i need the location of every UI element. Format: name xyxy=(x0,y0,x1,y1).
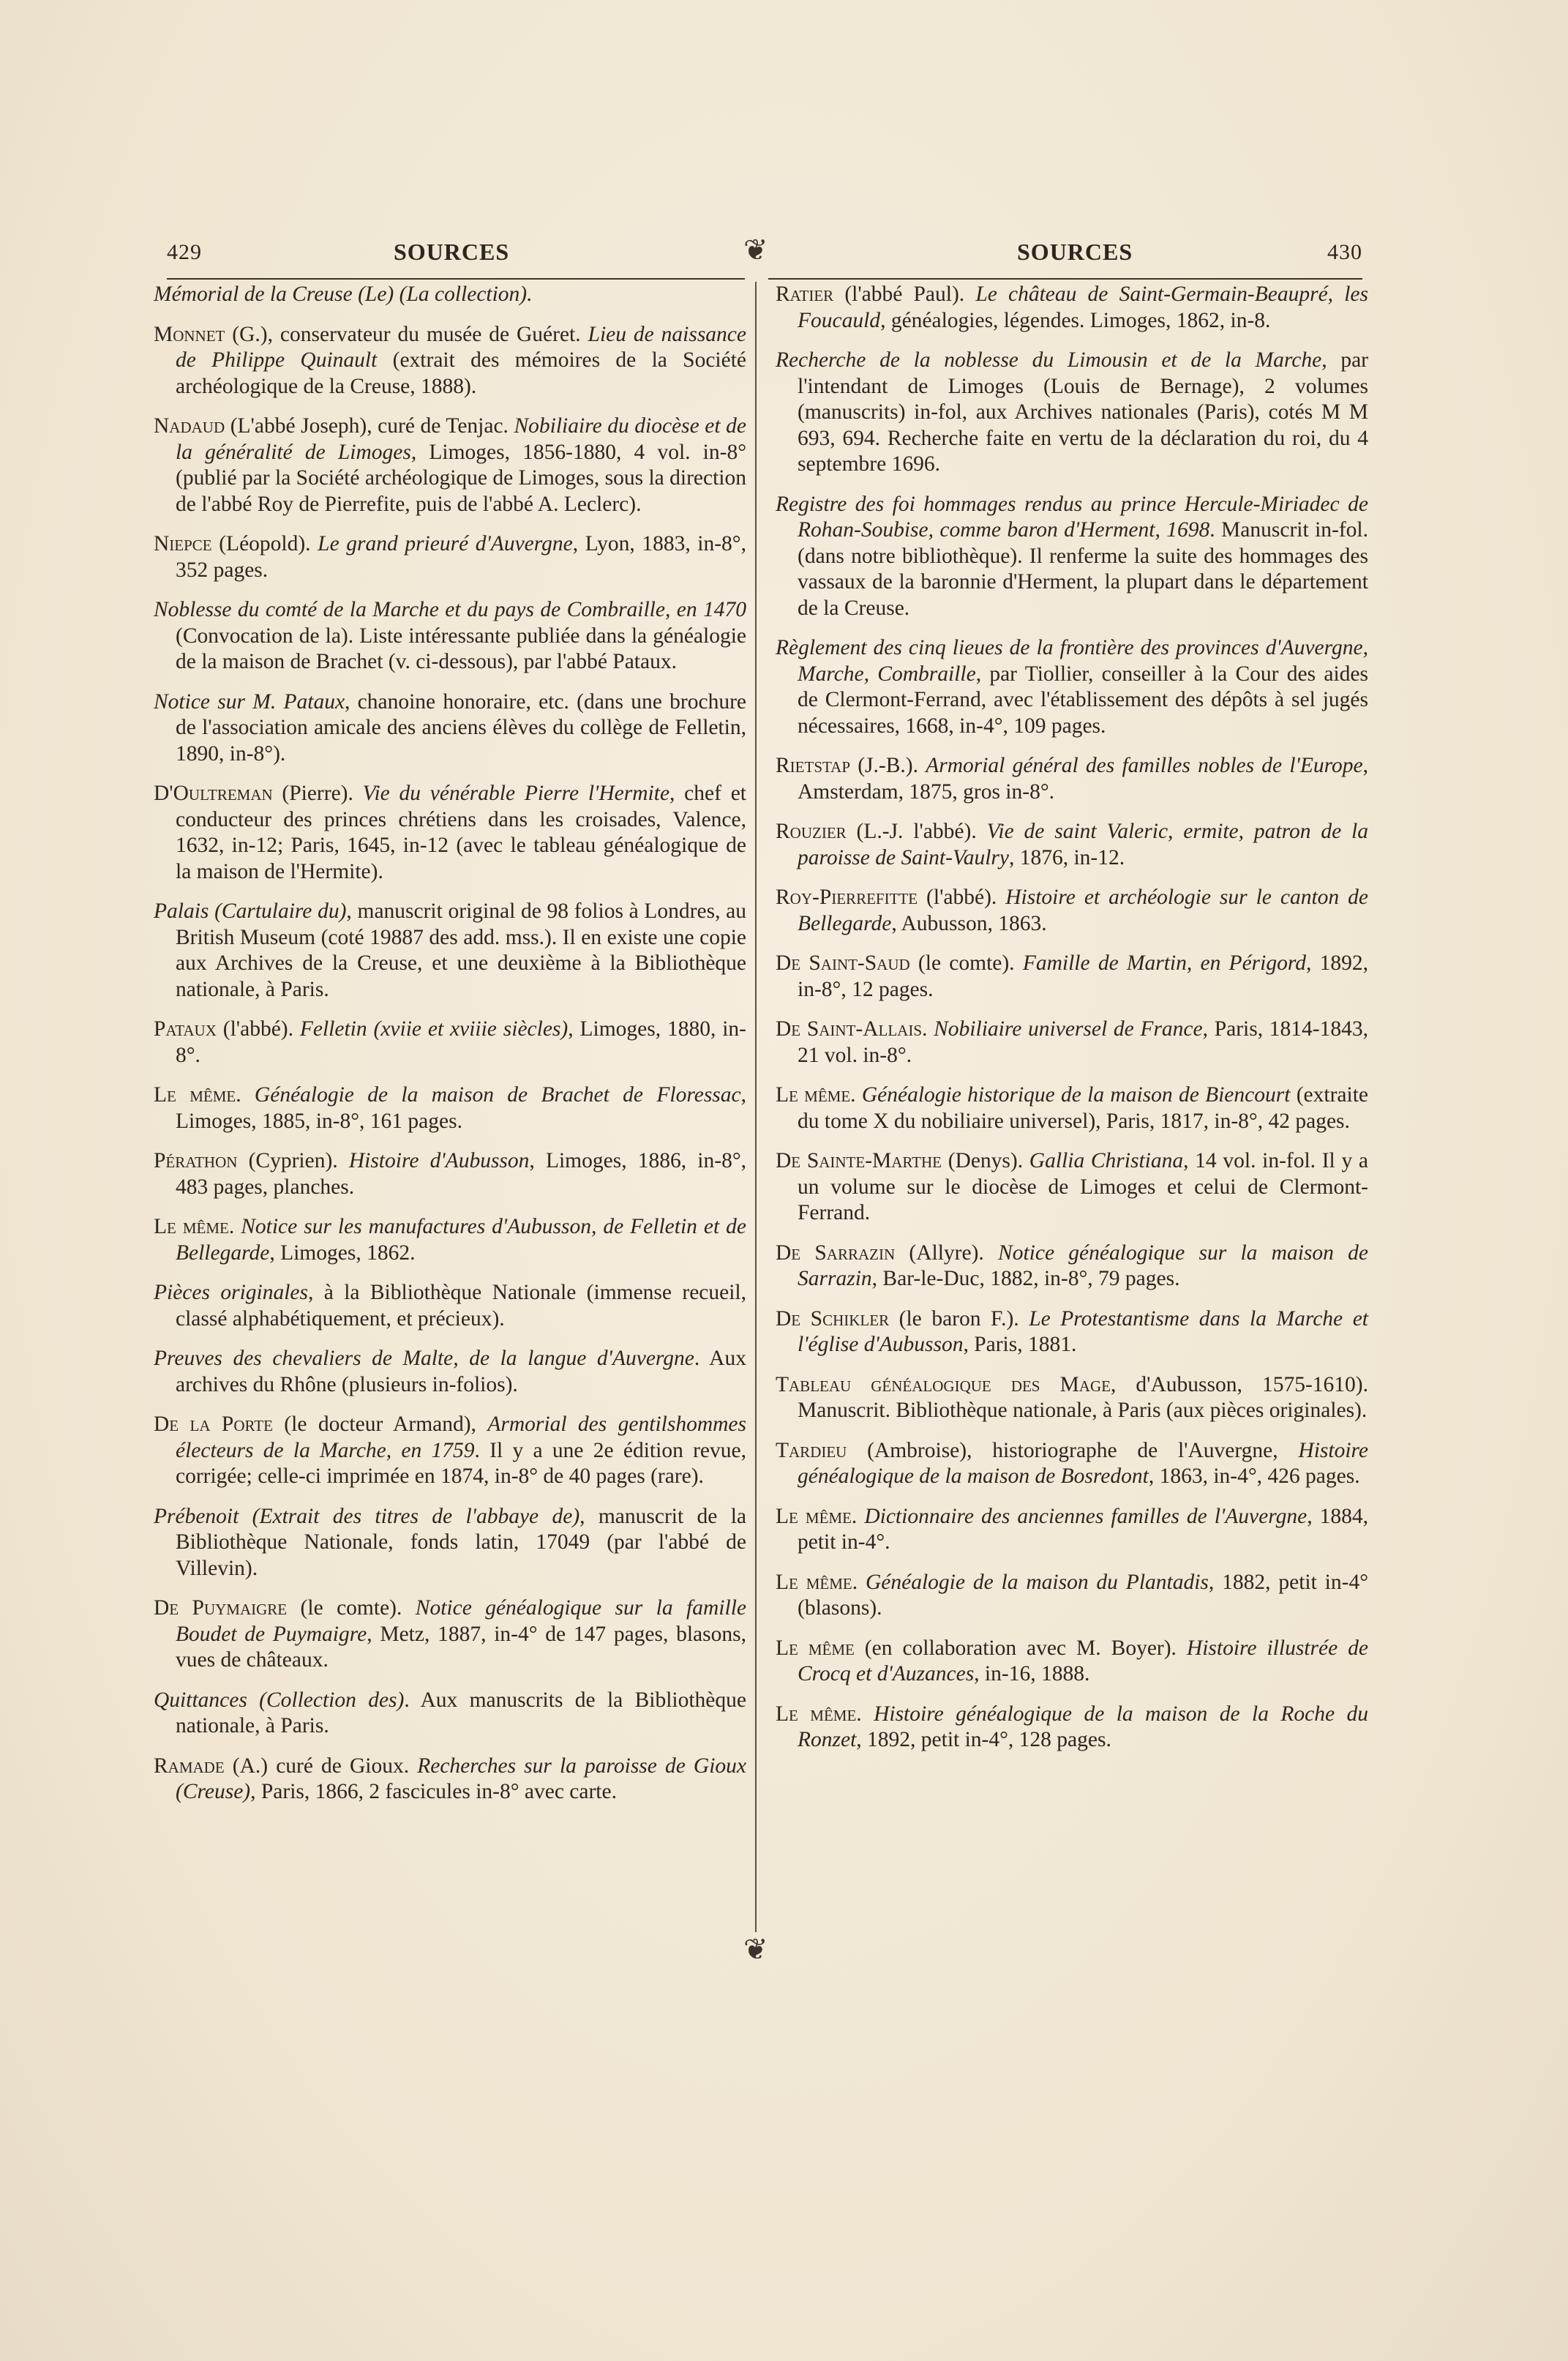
entry-details: , chanoine honoraire, etc. (dans une brochure de l'association amicale des anciens élèves du collège de Felletin, 1890, in-8°). xyxy=(176,689,746,766)
bibliography-entry xyxy=(154,1280,746,1332)
entry-title: Famille de Martin, en Périgord xyxy=(1022,951,1306,975)
left-column xyxy=(154,282,746,1819)
entry-author: De Saint-Allais xyxy=(776,1017,923,1041)
bibliography-entry xyxy=(154,1346,746,1398)
entry-details: . Il y a une 2e édition revue, corrigée; celle-ci imprimée en 1874, in-8° de 40 pages (rare). xyxy=(176,1438,746,1488)
entry-author: Roy-Pierrefitte xyxy=(776,886,918,909)
right-head-title: SOURCES xyxy=(1017,239,1133,265)
entry-details: , Paris, 1814-1843, 21 vol. in-8°. xyxy=(798,1017,1369,1067)
entry-details: . Manuscrit in-fol. (dans notre bibliothèque). Il renferme la suite des hommages des vassaux de la baronnie d'Herment, la plupart dans le département de la Creuse. xyxy=(798,518,1369,620)
entry-text: (l'abbé Paul). xyxy=(833,283,976,306)
entry-text: . xyxy=(236,1083,255,1107)
entry-text: (le docteur Armand), xyxy=(272,1413,488,1436)
entry-title: Armorial des gentilshommes électeurs de la Marche, en 1759 xyxy=(176,1413,746,1462)
entry-title: Nobiliaire universel de France xyxy=(934,1017,1203,1041)
entry-text: (le comte). xyxy=(909,951,1023,975)
bibliography-entry xyxy=(154,1754,746,1806)
entry-details: , 1892, in-8°, 12 pages. xyxy=(798,951,1368,1001)
entry-author: De Sainte-Marthe xyxy=(776,1149,942,1172)
bibliography-entry xyxy=(776,1636,1368,1688)
entry-text: (Cyprien). xyxy=(237,1149,349,1172)
entry-title: Le grand prieuré d'Auvergne xyxy=(318,532,573,555)
entry-details: , 1892, petit in-4°, 128 pages. xyxy=(856,1728,1111,1751)
bibliography-entry xyxy=(776,1082,1368,1134)
entry-title: Histoire illustrée de Crocq et d'Auzances xyxy=(798,1636,1368,1685)
entry-details: , Limoges, 1880, in-8°. xyxy=(176,1017,746,1067)
entry-details: (extraite du tome X du nobiliaire universel), Paris, 1817, in-8°, 42 pages. xyxy=(798,1083,1368,1133)
entry-title: Lieu de naissance de Philippe Quinault xyxy=(176,322,746,372)
entry-author: Le même xyxy=(776,1636,855,1660)
entry-author: De Schikler xyxy=(776,1306,890,1331)
fleuron-top-icon: ❦ xyxy=(743,233,768,266)
entry-text: (en collaboration avec M. Boyer). xyxy=(854,1636,1187,1660)
bibliography-entry xyxy=(776,282,1368,334)
entry-text: (L.-J. l'abbé). xyxy=(846,820,987,843)
entry-text: (l'abbé). xyxy=(216,1017,300,1041)
bibliography-entry xyxy=(154,1148,746,1200)
entry-details: , chef et conducteur des princes chrétiens dans les croisades, Valence, 1632, in-12; Paris, 1645, in-12 (avec le tableau généalogique de la maison de l'Hermite). xyxy=(176,782,746,883)
bibliography-entry xyxy=(776,635,1368,739)
entry-text: (le comte). xyxy=(287,1596,416,1620)
entry-author: D'Oultreman xyxy=(154,782,273,805)
bibliography-entry xyxy=(154,1504,746,1582)
bibliography-entry xyxy=(154,282,746,308)
entry-author: Le même xyxy=(154,1083,236,1107)
bibliography-entry xyxy=(154,1214,746,1266)
entry-text: (Ambroise), historiographe de l'Auvergne, xyxy=(847,1438,1299,1462)
bibliography-entry xyxy=(776,885,1368,937)
entry-text: . xyxy=(851,1504,865,1528)
entry-title: Armorial général des familles nobles de l'Europe xyxy=(926,754,1363,777)
entry-details: , Limoges, 1886, in-8°, 483 pages, planches. xyxy=(176,1149,746,1199)
entry-title: Preuves des chevaliers de Malte, de la langue d'Auvergne xyxy=(154,1347,694,1370)
entry-title: Registre des foi hommages rendus au prince Hercule-Miriadec de Rohan-Soubise, comme baron d'Herment, 1698 xyxy=(776,492,1368,542)
entry-author: De Puymaigre xyxy=(154,1596,288,1620)
entry-author: Le même xyxy=(776,1702,857,1726)
left-page-number: 429 xyxy=(167,240,202,264)
entry-title: Histoire d'Aubusson xyxy=(348,1149,530,1172)
entry-details: , Bar-le-Duc, 1882, in-8°, 79 pages. xyxy=(871,1267,1180,1290)
entry-details: , 14 vol. in-fol. Il y a un volume sur le diocèse de Limoges et celui de Clermont-Ferrand. xyxy=(798,1149,1368,1224)
entry-details: , généalogies, légendes. Limoges, 1862, in-8. xyxy=(880,308,1271,332)
entry-details: (Convocation de la). Liste intéressante publiée dans la généalogie de la maison de Brachet (v. ci-dessous), par l'abbé Pataux. xyxy=(176,624,746,673)
entry-details: , in-16, 1888. xyxy=(974,1662,1090,1685)
entry-author: Le même xyxy=(776,1504,852,1528)
entry-details: , Limoges, 1862. xyxy=(269,1241,416,1265)
bibliography-entry xyxy=(776,1372,1368,1424)
entry-details: . Aux manuscrits de la Bibliothèque nationale, à Paris. xyxy=(176,1688,746,1737)
right-page-number: 430 xyxy=(1327,240,1362,264)
entry-title: Notice généalogique sur la famille Boudet de Puymaigre xyxy=(176,1596,746,1646)
entry-title: Histoire généalogique de la maison de Bosredont xyxy=(798,1438,1368,1488)
entry-text: (Léopold). xyxy=(211,532,318,555)
entry-details: , Lyon, 1883, in-8°, 352 pages. xyxy=(176,532,746,582)
entry-author: Pérathon xyxy=(154,1149,238,1172)
entry-author: Rietstap xyxy=(776,754,850,777)
entry-author: Nadaud xyxy=(154,414,225,438)
bibliography-entry xyxy=(776,1438,1368,1490)
entry-author: De Saint-Saud xyxy=(776,951,910,975)
entry-text: . xyxy=(850,1083,862,1107)
entry-title: Palais (Cartulaire du) xyxy=(154,899,347,923)
entry-details: (extrait des mémoires de la Société archéologique de la Creuse, 1888). xyxy=(176,348,747,398)
bibliography-entry xyxy=(154,597,746,676)
entry-details: , Limoges, 1856-1880, 4 vol. in-8° (publié par la Société archéologique de Limoges, sous la direction de l'abbé Roy de Pierrefite, puis de l'abbé A. Leclerc). xyxy=(176,440,746,516)
right-running-head xyxy=(768,234,1362,280)
bibliography-entry xyxy=(776,1504,1368,1556)
bibliography-entry xyxy=(154,899,746,1003)
entry-title: Vie du vénérable Pierre l'Hermite xyxy=(362,782,670,805)
entry-details: , Paris, 1866, 2 fascicules in-8° avec carte. xyxy=(250,1780,617,1803)
left-running-head xyxy=(167,234,745,280)
entry-text: (Denys). xyxy=(942,1149,1029,1172)
column-divider xyxy=(755,282,757,1932)
entry-text: . xyxy=(856,1702,874,1726)
entry-text: (le baron F.). xyxy=(889,1306,1029,1331)
entry-author: Monnet xyxy=(154,322,225,346)
entry-author: Le même xyxy=(154,1215,229,1238)
entry-title: Le château de Saint-Germain-Beaupré, les Foucauld xyxy=(798,283,1368,332)
entry-title: Dictionnaire des anciennes familles de l'Auvergne xyxy=(864,1504,1308,1528)
entry-title: Généalogie de la maison de Brachet de Floressac xyxy=(254,1083,741,1107)
entry-text: . xyxy=(922,1017,934,1041)
bibliography-entry xyxy=(776,1702,1368,1754)
entry-details: , Amsterdam, 1875, gros in-8°. xyxy=(798,754,1368,804)
bibliography-entry xyxy=(776,1306,1368,1358)
entry-details: , manuscrit original de 98 folios à Londres, au British Museum (coté 19887 des add. mss.). Il en existe une copie aux Archives de la Creuse, et une deuxième à la Bibliothèque nationale, à Paris. xyxy=(176,899,747,1001)
entry-text: (L'abbé Joseph), curé de Tenjac. xyxy=(225,414,514,438)
bibliography-entry xyxy=(154,322,746,400)
entry-text: (J.-B.). xyxy=(850,754,926,777)
entry-title: Le Protestantisme dans la Marche et l'église d'Aubusson xyxy=(798,1306,1368,1356)
entry-details: , Limoges, 1885, in-8°, 161 pages. xyxy=(176,1083,746,1133)
entry-details: , par Tiollier, conseiller à la Cour des aides de Clermont-Ferrand, avec l'établissement des dépôts à sel jugés nécessaires, 1668, in-4°, 109 pages. xyxy=(798,662,1368,738)
entry-title: Noblesse du comté de la Marche et du pays de Combraille, en 1470 xyxy=(154,598,746,621)
bibliography-entry xyxy=(154,531,746,583)
entry-title: Généalogie historique de la maison de Biencourt xyxy=(861,1083,1291,1107)
bibliography-entry xyxy=(776,348,1368,478)
entry-title: Nobiliaire du diocèse et de la généralité de Limoges xyxy=(176,414,747,464)
entry-author: Le même xyxy=(776,1083,851,1107)
entry-details: , à la Bibliothèque Nationale (immense recueil, classé alphabétiquement, et précieux). xyxy=(176,1281,747,1331)
right-column xyxy=(776,282,1368,1767)
bibliography-entry xyxy=(776,753,1368,805)
bibliography-entry xyxy=(776,492,1368,622)
bibliography-entry xyxy=(776,1017,1368,1069)
bibliography-entry xyxy=(154,1082,746,1134)
entry-author: Ratier xyxy=(776,283,834,306)
entry-text: (A.) curé de Gioux. xyxy=(224,1754,418,1778)
bibliography-entry xyxy=(154,1412,746,1490)
entry-text: (Pierre). xyxy=(272,782,363,805)
entry-title: Prébenoit (Extrait des titres de l'abbaye de) xyxy=(154,1504,580,1528)
entry-title: Mémorial de la Creuse (Le) (La collection). xyxy=(154,283,533,306)
entry-title: Pièces originales xyxy=(154,1281,308,1304)
entry-title: Recherche de la noblesse du Limousin et de la Marche xyxy=(776,348,1322,372)
bibliography-entry xyxy=(154,1688,746,1740)
entry-title: Notice généalogique sur la maison de Sarrazin xyxy=(798,1241,1368,1290)
entry-details: , par l'intendant de Limoges (Louis de Bernage), 2 volumes (manuscrits) in-fol, aux Archives nationales (Paris), cotés M M 693, 694. Recherche faite en vertu de la déclaration du roi, du 4 septembre 1696. xyxy=(798,348,1368,476)
entry-title: Notice sur M. Pataux xyxy=(154,689,345,714)
bibliography-entry xyxy=(776,1241,1368,1292)
bibliography-entry xyxy=(776,1148,1368,1227)
entry-text: . xyxy=(228,1215,241,1238)
entry-title: Règlement des cinq lieues de la frontière des provinces d'Auvergne, Marche, Combraille xyxy=(776,636,1368,686)
entry-author: Rouzier xyxy=(776,820,847,843)
entry-author: Tableau généalogique des Mage xyxy=(776,1372,1111,1396)
entry-details: , 1876, in-12. xyxy=(1008,845,1125,869)
entry-author: Niepce xyxy=(154,532,212,555)
entry-details: , Metz, 1887, in-4° de 147 pages, blasons, vues de châteaux. xyxy=(176,1622,746,1672)
entry-details: , Aubusson, 1863. xyxy=(891,911,1047,935)
entry-author: De la Porte xyxy=(154,1413,273,1436)
bibliography-entry xyxy=(154,1595,746,1674)
bibliography-entry xyxy=(776,951,1368,1003)
entry-title: Felletin (xviie et xviiie siècles) xyxy=(299,1017,569,1041)
bibliography-entry xyxy=(776,1570,1368,1622)
fleuron-bottom-icon: ❦ xyxy=(743,1933,768,1966)
entry-text: (l'abbé). xyxy=(918,886,1006,909)
entry-title: Histoire et archéologie sur le canton de Bellegarde xyxy=(798,886,1368,935)
entry-title: Vie de saint Valeric, ermite, patron de la paroisse de Saint-Vaulry xyxy=(798,820,1368,869)
entry-text: (Allyre). xyxy=(895,1241,999,1265)
entry-title: Recherches sur la paroisse de Gioux (Creuse) xyxy=(176,1754,746,1803)
entry-title: Histoire généalogique de la maison de la Roche du Ronzet xyxy=(798,1702,1368,1751)
entry-title: Généalogie de la maison du Plantadis xyxy=(865,1570,1209,1594)
entry-details: , manuscrit de la Bibliothèque Nationale, fonds latin, 17049 (par l'abbé de Villevin). xyxy=(176,1504,746,1580)
entry-author: Le même xyxy=(776,1570,852,1594)
bibliography-entry xyxy=(154,1017,746,1069)
entry-author: Tardieu xyxy=(776,1438,847,1462)
entry-author: De Sarrazin xyxy=(776,1241,896,1265)
entry-details: , 1884, petit in-4°. xyxy=(798,1504,1368,1554)
entry-details: , 1882, petit in-4° (blasons). xyxy=(798,1570,1368,1620)
left-head-title: SOURCES xyxy=(394,239,510,265)
bibliography-entry xyxy=(154,781,746,885)
entry-text: , d'Aubusson, 1575-1610). Manuscrit. Bibliothèque nationale, à Paris (aux pièces originales). xyxy=(798,1372,1368,1422)
entry-details: . Aux archives du Rhône (plusieurs in-folios). xyxy=(176,1347,746,1396)
entry-title: Notice sur les manufactures d'Aubusson, de Felletin et de Bellegarde xyxy=(176,1215,746,1265)
entry-title: Gallia Christiana xyxy=(1029,1149,1184,1172)
entry-details: , 1863, in-4°, 426 pages. xyxy=(1148,1464,1360,1488)
bibliography-entry xyxy=(154,414,746,517)
entry-details: , Paris, 1881. xyxy=(963,1333,1077,1356)
entry-text: (G.), conservateur du musée de Guéret. xyxy=(225,322,588,346)
entry-title: Quittances (Collection des) xyxy=(154,1688,405,1712)
bibliography-entry xyxy=(776,819,1368,871)
entry-author: Ramade xyxy=(154,1754,225,1778)
entry-text: . xyxy=(852,1570,866,1594)
entry-author: Pataux xyxy=(154,1017,217,1041)
bibliography-entry xyxy=(154,689,746,768)
